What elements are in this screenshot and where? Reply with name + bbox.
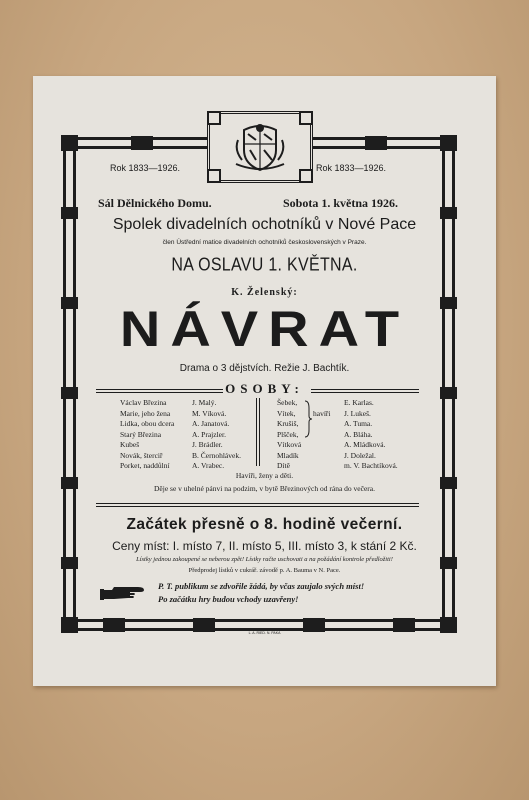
ticket-prices: Ceny míst: I. místo 7, II. místo 5, III. místo 3, k stání 2 Kč. <box>112 539 417 553</box>
venue-label: Sál Dělnického Domu. <box>98 196 212 210</box>
cast-role: Krušiš, <box>277 419 299 428</box>
cast-role: Marie, jeho žena <box>120 408 171 418</box>
cast-actor: M. Víková. <box>192 408 227 418</box>
cast-actor: A. Mládková. <box>344 440 386 449</box>
year-left: Rok 1833—1926. <box>110 163 181 173</box>
pointing-hand-icon <box>100 584 146 602</box>
border-ornament <box>365 136 387 150</box>
cast-extras: Havíři, ženy a děti. <box>235 471 294 480</box>
cast-left-actors <box>192 398 241 472</box>
cast-actor: E. Karlas. <box>344 398 374 407</box>
cast-actor: A. Tuma. <box>344 419 373 428</box>
cast-role: Novák, šterciř <box>120 450 163 460</box>
border-ornament <box>303 618 325 632</box>
cast-right-actors <box>344 398 398 472</box>
cast-actor: B. Černohlávek. <box>192 450 241 460</box>
occasion-heading: NA OSLAVU 1. KVĚTNA. <box>171 255 358 276</box>
cast-heading: OSOBY: <box>225 381 304 396</box>
border-ornament <box>393 618 415 632</box>
cast-role: Václav Březina <box>120 398 167 407</box>
cast-role: Porket, naddůlní <box>120 461 170 470</box>
play-subtitle: Drama o 3 dějstvích. Režie J. Bachtík. <box>179 363 350 374</box>
cast-group: havíři <box>313 409 331 418</box>
notice-seating: P. T. publikum se zdvořile žádá, by včas zaujalo svých míst! <box>158 581 365 591</box>
year-right: Rok 1833—1926. <box>316 163 387 173</box>
printer-mark: L. A. RIED. N. PAKA <box>248 631 281 635</box>
cast-actor: J. Doležal. <box>344 450 376 460</box>
cast-actor: A. Bláha. <box>344 429 373 439</box>
cast-role: Vítek, <box>277 408 296 418</box>
society-name: Spolek divadelních ochotníků v Nové Pace <box>112 216 417 233</box>
cast-actor: A. Janatová. <box>192 419 230 428</box>
heraldic-crest-icon <box>230 120 290 172</box>
cast-role: Plšček, <box>277 429 299 439</box>
presale-info: Předprodej lístků v cukrář. závodě p. A. Bauma v N. Pace. <box>188 567 341 574</box>
cast-actor: A. Vrabec. <box>192 461 225 470</box>
cast-role: Lidka, obou dcera <box>120 419 175 428</box>
border-ornament <box>193 618 215 632</box>
society-membership: člen Ústřední matice divadelních ochotníků československých v Praze. <box>162 239 367 246</box>
cast-actor: m. V. Bachtíková. <box>344 461 398 470</box>
cast-role: Starý Březina <box>120 429 162 439</box>
cast-role: Mladík <box>277 450 299 460</box>
cast-actor: A. Prajzler. <box>192 429 226 439</box>
ticket-note: Lístky jednou zakoupené se neberou zpět! Lístky račte uschovati a na požádání kontrole předložiti! <box>136 556 393 563</box>
start-time: Začátek přesně o 8. hodině večerní. <box>126 516 403 533</box>
corner-ornament <box>440 135 457 151</box>
cast-actor: J. Malý. <box>192 398 217 407</box>
cast-right-roles <box>277 398 301 472</box>
cast-separator <box>256 398 260 466</box>
play-title: NÁVRAT <box>119 300 410 357</box>
cast-actor: J. Brádler. <box>192 440 223 449</box>
cast-actor: J. Lukeš. <box>344 408 371 418</box>
border-ornament <box>103 618 125 632</box>
divider <box>96 503 419 507</box>
notice-doors: Po začátku hry budou vchody uzavřeny! <box>158 594 299 604</box>
crest-panel <box>207 111 313 183</box>
cast-role: Šebek, <box>277 398 298 407</box>
setting: Děje se v uhelné pánvi na podzim, v bytě Březinových od rána do večera. <box>154 484 375 493</box>
date-label: Sobota 1. května 1926. <box>283 196 399 210</box>
border-ornament <box>131 136 153 150</box>
cast-left-roles <box>120 398 174 472</box>
cast-role: Vítková <box>277 440 302 449</box>
brace-icon <box>304 400 312 438</box>
corner-ornament <box>61 135 78 151</box>
author: K. Želenský: <box>231 287 298 298</box>
cast-role: Dítě <box>277 461 290 470</box>
cast-role: Kubeš <box>120 440 140 449</box>
